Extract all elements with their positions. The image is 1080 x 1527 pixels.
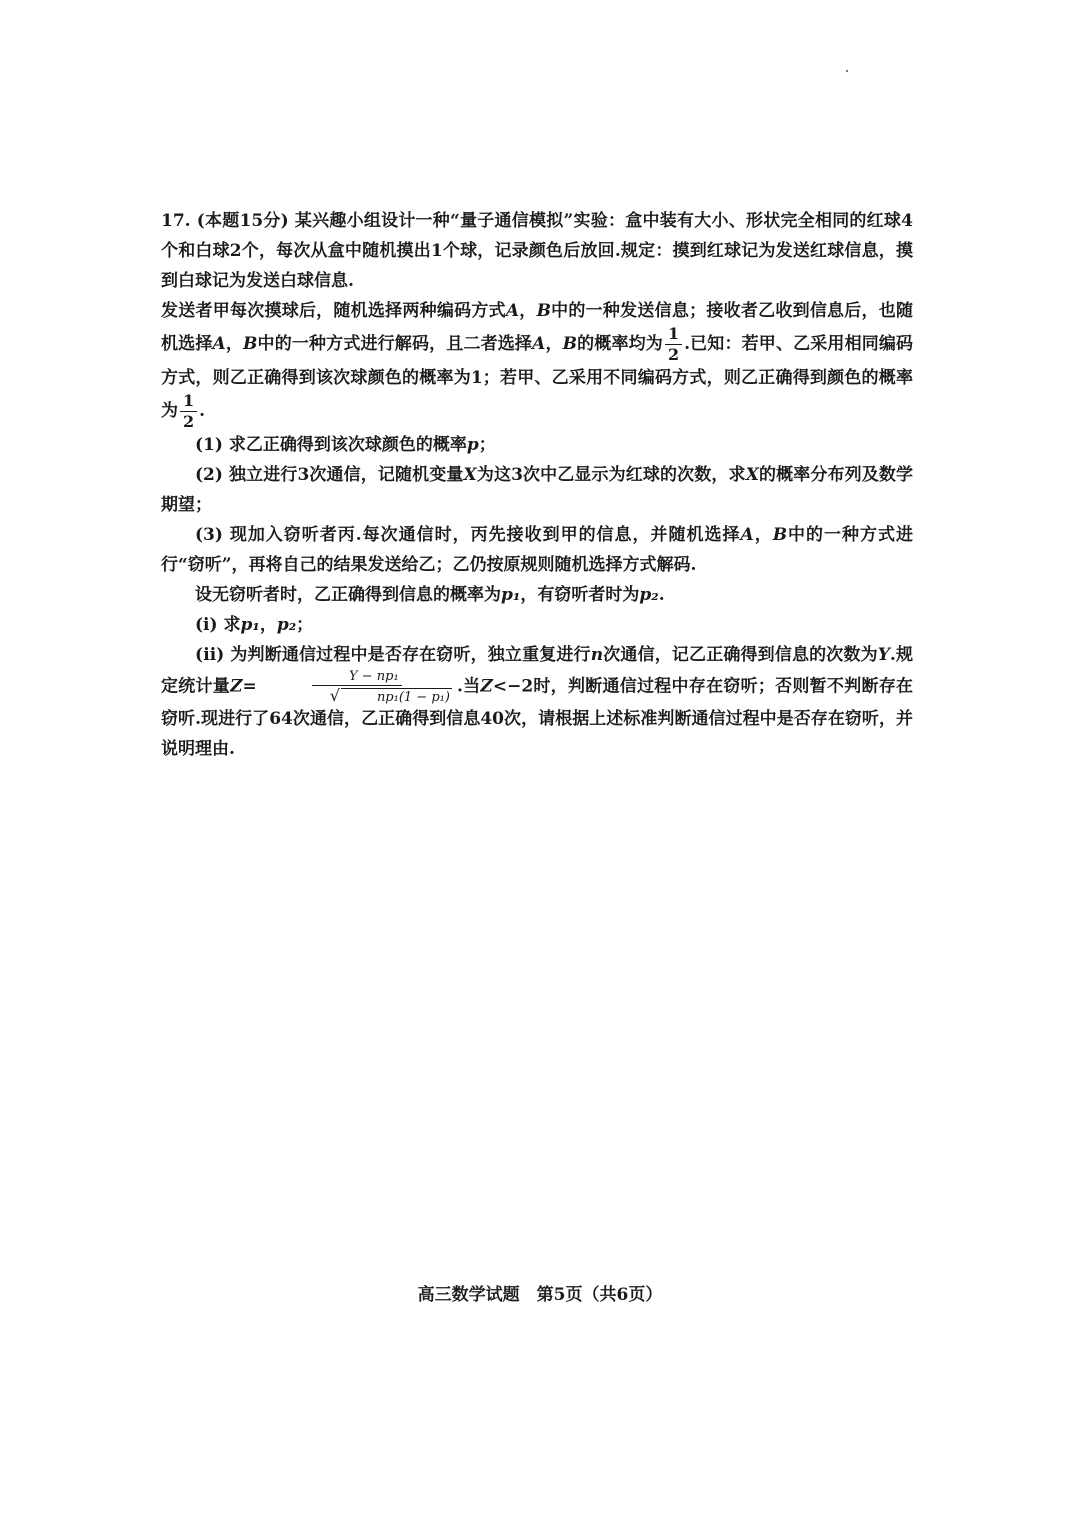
fraction-one-half: $\frac{1}{2}$ [180, 393, 197, 430]
question-3: (3) 现加入窃听者丙.每次通信时，丙先接收到甲的信息，并随机选择A，B中的一种方式进行“窃听”，再将自己的结果发送给乙；乙仍按原规则随机选择方式解码. [161, 525, 914, 575]
question-1: (1) 求乙正确得到该次球颜色的概率p； [195, 435, 496, 455]
question-3-i: (ⅰ) 求p₁，p₂； [195, 615, 314, 635]
fraction-one-half: $\frac{1}{2}$ [665, 326, 682, 363]
question-3-setup: 设无窃听者时，乙正确得到信息的概率为p₁，有窃听者时为p₂. [195, 585, 665, 605]
question-3-ii: (ⅱ) 为判断通信过程中是否存在窃听，独立重复进行n次通信，记乙正确得到信息的次数为Y.规定统计量Z= Y − np₁ √ np₁(1 − p₁) .当Z<−2时，判断通信过程中存在窃听；否则暂不判断存在窃听.现进行了64次通信，乙正确得到信息40次，请根据上述标准判断通信过程中是否存在窃听，并说明理由. [161, 645, 913, 759]
problem-intro: 17. (本题15分) 某兴趣小组设计一种“量子通信模拟”实验：盒中装有大小、形状完全相同的红球4个和白球2个，每次从盒中随机摸出1个球，记录颜色后放回.规定：摸到红球记为发送红球信息，摸到白球记为发送白球信息. [161, 211, 913, 291]
square-root: √ np₁(1 − p₁) [329, 686, 450, 705]
scan-speck [846, 70, 848, 72]
problem-encoding-rules: 发送者甲每次摸球后，随机选择两种编码方式A，B中的一种发送信息；接收者乙收到信息后，也随机选择A，B中的一种方式进行解码，且二者选择A，B的概率均为 $\frac{1}{2}$ .已知：若甲、乙采用相同编码方式，则乙正确得到该次球颜色的概率为1；若甲、乙采用不同编码方式，则乙正确得到颜色的概率为 $\frac{1}{2}$ . [161, 301, 914, 431]
question-2: (2) 独立进行3次通信，记随机变量X为这3次中乙显示为红球的次数，求X的概率分布列及数学期望； [161, 465, 914, 515]
problem-17 [161, 206, 913, 764]
page-footer: 高三数学试题 第5页（共6页） [417, 1285, 663, 1305]
z-statistic-formula: Y − np₁ √ np₁(1 − p₁) [259, 670, 455, 704]
